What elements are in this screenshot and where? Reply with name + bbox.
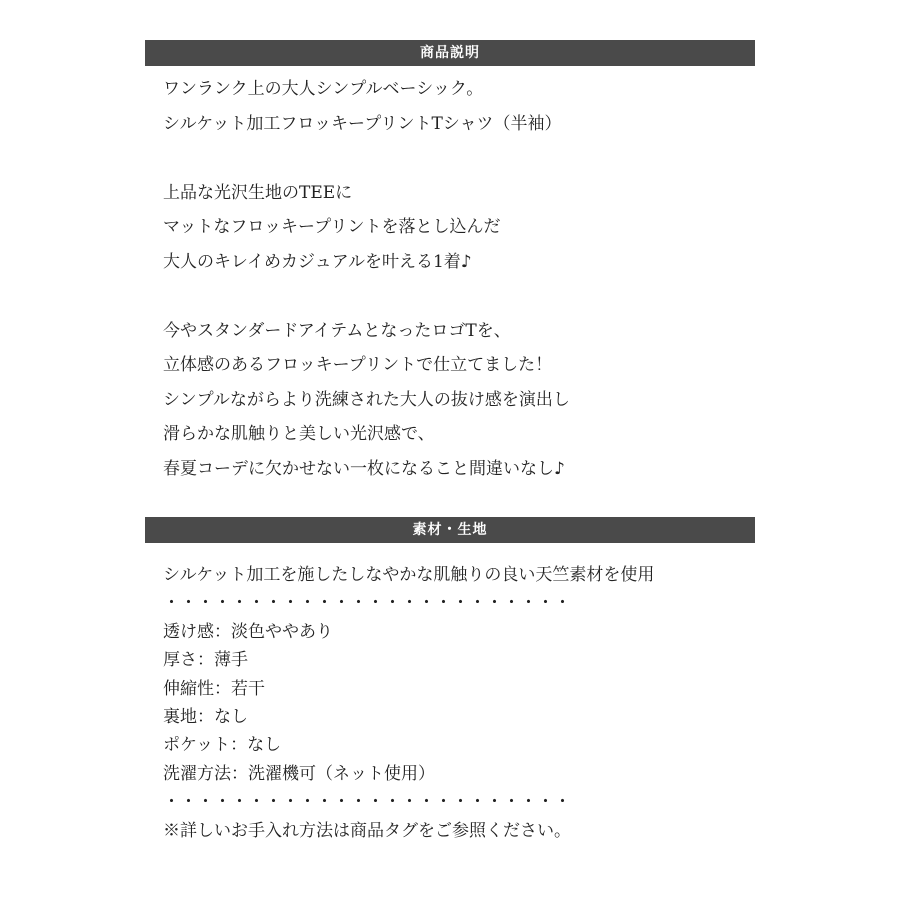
spec-pocket: ポケット：なし (163, 735, 282, 756)
material-text (163, 561, 753, 845)
description-text (163, 72, 753, 486)
section-header-material: 素材・生地 (145, 517, 755, 543)
description-line: 今やスタンダードアイテムとなったロゴTを、 (163, 320, 511, 341)
spec-stretch: 伸縮性：若干 (163, 678, 265, 699)
care-note: ※詳しいお手入れ方法は商品タグをご参照ください。 (163, 820, 571, 841)
description-line: シンプルながらより洗練された大人の抜け感を演出し (163, 389, 570, 410)
section-header-description: 商品説明 (145, 40, 755, 66)
spec-see-through: 透け感：淡色ややあり (163, 621, 333, 642)
description-line: 滑らかな肌触りと美しい光沢感で、 (163, 424, 435, 444)
description-line: マットなフロッキープリントを落とし込んだ (163, 217, 501, 237)
paragraph-gap (163, 279, 753, 314)
spec-lining: 裏地：なし (163, 706, 248, 727)
description-line: ワンランク上の大人シンプルベーシック。 (163, 79, 484, 99)
spec-washing: 洗濯方法：洗濯機可（ネット使用） (163, 763, 435, 784)
paragraph-gap (163, 141, 753, 176)
description-line: 春夏コーデに欠かせない一枚になること間違いなし♪ (163, 458, 565, 479)
description-line: 大人のキレイめカジュアルを叶える1着♪ (163, 251, 472, 272)
description-line: 立体感のあるフロッキープリントで仕立てました！ (163, 355, 553, 375)
spec-thickness: 厚さ：薄手 (163, 650, 248, 671)
dotted-divider: ・・・・・・・・・・・・・・・・・・・・・・・・ (163, 593, 571, 614)
description-line: シルケット加工フロッキープリントTシャツ（半袖） (163, 113, 562, 134)
material-intro: シルケット加工を施したしなやかな肌触りの良い天竺素材を使用 (163, 565, 655, 585)
description-line: 上品な光沢生地のTEEに (163, 182, 353, 203)
dotted-divider: ・・・・・・・・・・・・・・・・・・・・・・・・ (163, 792, 571, 813)
